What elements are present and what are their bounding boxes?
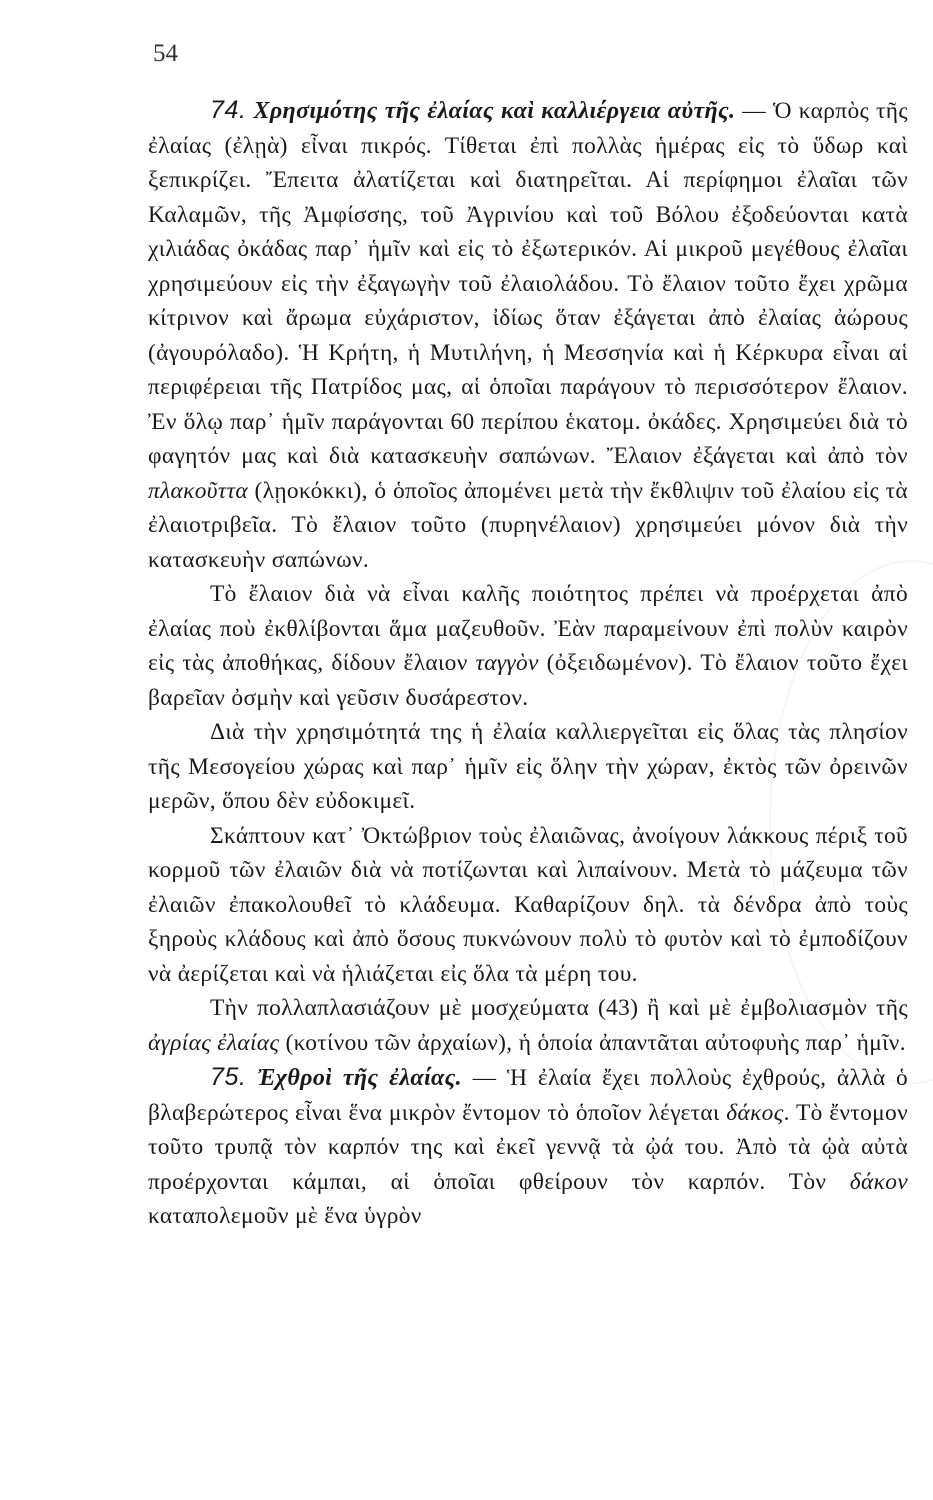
section-75-title: Ἐχθροὶ τῆς ἐλαίας.	[257, 1065, 463, 1091]
section-75-text-a: — Ἡ ἐλαία ἔχει πολλοὺς ἐχθρούς, ἀλλὰ ὁ βλαβερώτερος εἶναι ἕνα μικρὸν ἔντομον τὸ ὁποῖον λέγεται	[148, 1065, 909, 1126]
section-75-text-c: καταπολεμοῦν μὲ ἕνα ὑγρὸν	[148, 1203, 422, 1229]
paragraph-2-text-a: Τὸ ἔλαιον διὰ νὰ εἶναι καλῆς ποιότητος πρέπει νὰ προέρχεται ἀπὸ ἐλαίας ποὺ ἐκθλίβονται ἅμα μαζευθοῦν. Ἐὰν παραμείνουν ἐπὶ πολὺν καιρὸν εἰς τὰς ἀποθήκας, δίδουν ἔλαιον	[148, 581, 908, 676]
page-body	[148, 93, 908, 1234]
paragraph-5-italic-term: ἀγρίας ἐλαίας	[148, 1029, 280, 1056]
paragraph-5-text-b: (κοτίνου τῶν ἀρχαίων), ἡ ὁποία ἀπαντᾶται αὐτοφυὴς παρ᾿ ἡμῖν.	[279, 1029, 906, 1056]
page-number: 54	[153, 40, 178, 67]
section-75-italic-term-2: δάκον	[849, 1168, 908, 1195]
section-74-paragraph-5	[148, 991, 908, 1060]
section-74-paragraph-1	[148, 93, 908, 577]
section-75-paragraph-1	[148, 1060, 908, 1234]
section-74-number: 74.	[210, 96, 247, 124]
section-74-paragraph-2	[148, 577, 908, 715]
section-75-italic-term-1: δάκος	[726, 1099, 784, 1126]
section-74-paragraph-4: Σκάπτουν κατ᾿ Ὀκτώβριον τοὺς ἐλαιῶνας, ἀνοίγουν λάκκους πέριξ τοῦ κορμοῦ τῶν ἐλαιῶν διὰ νὰ ποτίζωνται καὶ λιπαίνουν. Μετὰ τὸ μάζευμα τῶν ἐλαιῶν ἐπακολουθεῖ τὸ κλάδευμα. Καθαρίζουν δηλ. τὰ δένδρα ἀπὸ τοὺς ξηροὺς κλάδους καὶ ἀπὸ ὅσους πυκνώνουν πολὺ τὸ φυτὸν καὶ τὸ ἐμποδίζουν νὰ ἀερίζεται καὶ νὰ ἡλιάζεται εἰς ὅλα τὰ μέρη του.	[148, 822, 908, 987]
section-75-number: 75.	[210, 1063, 247, 1091]
section-74-italic-term: πλακοῦττα	[148, 477, 248, 504]
section-74-text-b: (λῃοκόκκι), ὁ ὁποῖος ἀπομένει μετὰ τὴν ἔκθλιψιν τοῦ ἐλαίου εἰς τὰ ἐλαιοτριβεῖα. Τὸ ἔλαιον τοῦτο (πυρηνέλαιον) χρησιμεύει μόνον διὰ τὴν κατασκευὴν σαπώνων.	[148, 477, 908, 573]
paragraph-5-text-a: Τὴν πολλαπλασιάζουν μὲ μοσχεύματα (43) ἢ καὶ μὲ ἐμβολιασμὸν τῆς	[210, 995, 908, 1021]
section-74-title: Χρησιμότης τῆς ἐλαίας καὶ καλλιέργεια αὐτῆς.	[253, 98, 736, 124]
section-75-text-b: . Τὸ ἔντομον τοῦτο τρυπᾷ τὸν καρπόν της καὶ ἐκεῖ γεννᾷ τὰ ᾠά του. Ἀπὸ τὰ ᾠὰ αὐτὰ προέρχονται κάμπαι, αἱ ὁποῖαι φθείρουν τὸν καρπόν. Τὸν	[148, 1099, 908, 1195]
paragraph-2-italic-term: ταγγὸν	[475, 650, 539, 676]
section-74-paragraph-3: Διὰ τὴν χρησιμότητά της ἡ ἐλαία καλλιεργεῖται εἰς ὅλας τὰς πλησίον τῆς Μεσογείου χώρας καὶ παρ᾿ ἡμῖν εἰς ὅλην τὴν χώραν, ἐκτὸς τῶν ὀρεινῶν μερῶν, ὅπου δὲν εὐδοκιμεῖ.	[148, 719, 908, 814]
paragraph-2-text-b: (ὀξειδωμένον). Τὸ ἔλαιον τοῦτο ἔχει βαρεῖαν ὀσμὴν καὶ γεῦσιν δυσάρεστον.	[148, 650, 909, 711]
section-74-text-a: — Ὁ καρπὸς τῆς ἐλαίας (ἐλῃὰ) εἶναι πικρός. Τίθεται ἐπὶ πολλὰς ἡμέρας εἰς τὸ ὕδωρ καὶ ξεπικρίζει. Ἔπειτα ἀλατίζεται καὶ διατηρεῖται. Αἱ περίφημοι ἐλαῖαι τῶν Καλαμῶν, τῆς Ἀμφίσσης, τοῦ Ἀγρινίου καὶ τοῦ Βόλου ἐξοδεύονται κατὰ χιλιάδας ὀκάδας παρ᾿ ἡμῖν καὶ εἰς τὸ ἐξωτερικόν. Αἱ μικροῦ μεγέθους ἐλαῖαι χρησιμεύουν εἰς τὴν ἐξαγωγὴν τοῦ ἐλαιολάδου. Τὸ ἔλαιον τοῦτο ἔχει χρῶμα κίτρινον καὶ ἄρωμα εὐχάριστον, ἰδίως ὅταν ἐξάγεται ἀπὸ ἐλαίας ἀώρους (ἀγουρόλαδο). Ἡ Κρήτη, ἡ Μυτιλήνη, ἡ Μεσσηνία καὶ ἡ Κέρκυρα εἶναι αἱ περιφέρειαι τῆς Πατρίδος μας, αἱ ὁποῖαι παράγουν τὸ περισσότερον ἔλαιον. Ἐν ὅλῳ παρ᾿ ἡμῖν παράγονται 60 περίπου ἑκατομ. ὀκάδες. Χρησιμεύει διὰ τὸ φαγητόν μας καὶ διὰ κατασκευὴν σαπώνων. Ἔλαιον ἐξάγεται καὶ ἀπὸ τὸν	[148, 98, 908, 469]
